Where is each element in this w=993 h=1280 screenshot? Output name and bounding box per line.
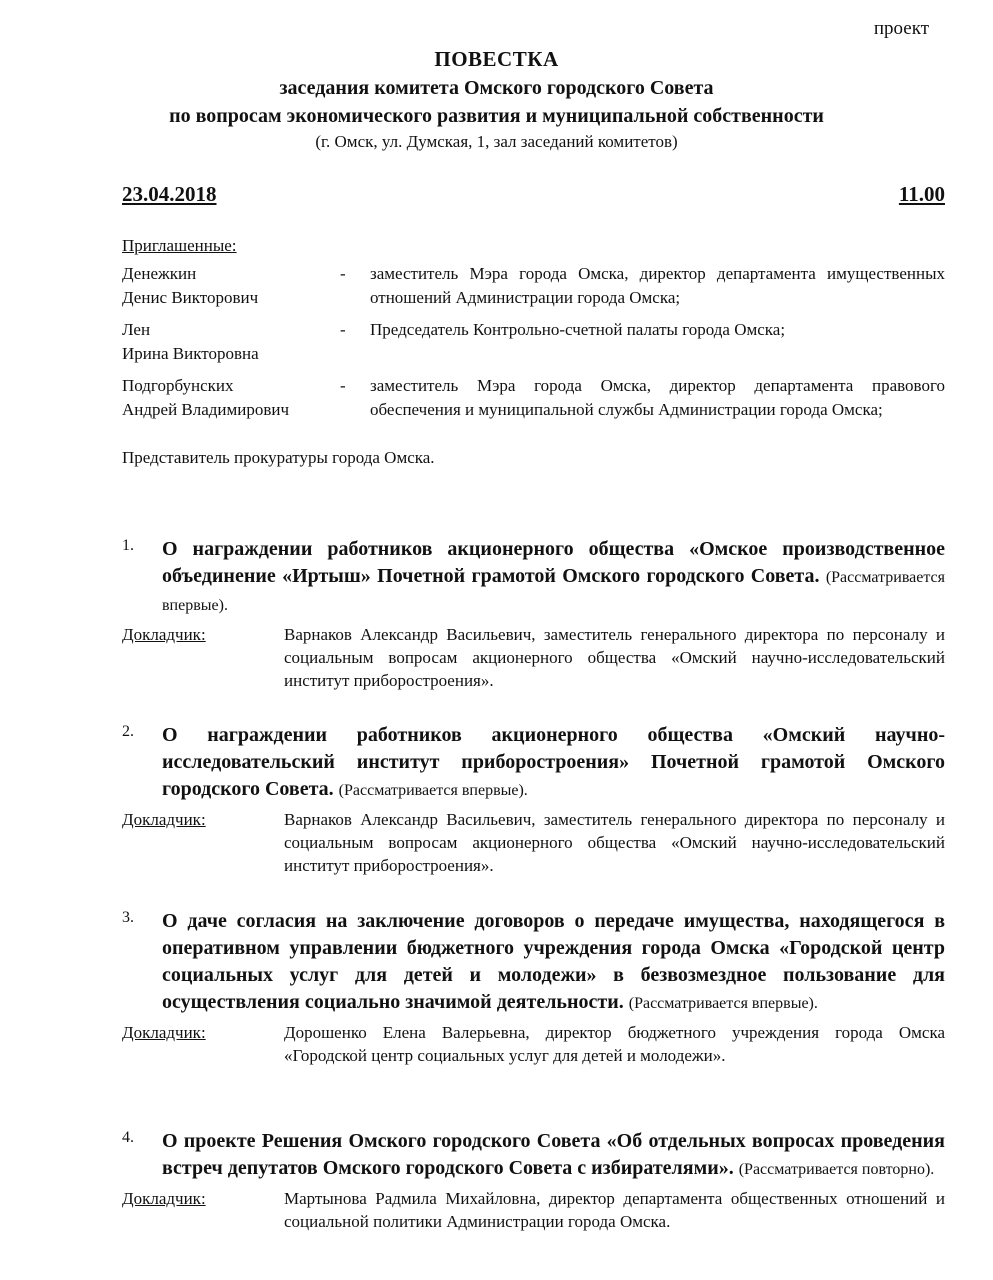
- agenda-item: [122, 908, 945, 1067]
- item-number: 3.: [122, 909, 134, 926]
- date-time-line: [122, 182, 945, 207]
- agenda-item: [122, 536, 945, 692]
- item-title: [162, 908, 945, 1017]
- speaker-label: Докладчик:: [122, 1189, 206, 1208]
- meeting-date: 23.04.2018: [122, 182, 217, 206]
- speaker-label: Докладчик:: [122, 1023, 206, 1042]
- item-title-text: О проекте Решения Омского городского Совета «Об отдельных вопросах проведения встреч депутатов Омского городского Совета с избирателями».: [162, 1130, 945, 1179]
- dash: -: [340, 320, 346, 339]
- draft-stamp: проект: [873, 18, 929, 39]
- item-title-text: О награждении работников акционерного общества «Омское производственное объединение «Иртыш» Почетной грамотой Омского городского Совета.: [162, 538, 945, 587]
- given-names: Ирина Викторовна: [122, 344, 259, 363]
- item-note: (Рассматривается впервые).: [628, 995, 818, 1012]
- speaker-block: [122, 1021, 945, 1067]
- document-title: ПОВЕСТКА: [434, 47, 559, 71]
- surname: Подгорбунских: [122, 376, 234, 395]
- item-note: (Рассматривается повторно).: [738, 1161, 935, 1178]
- item-number: 2.: [122, 723, 134, 740]
- invited-person: [122, 374, 945, 422]
- surname: Денежкин: [122, 264, 197, 283]
- invited-name: [122, 374, 340, 422]
- speaker-block: [122, 808, 945, 877]
- item-title: [162, 536, 945, 619]
- given-names: Денис Викторович: [122, 288, 259, 307]
- speaker-text: Мартынова Радмила Михайловна, директор департамента общественных отношений и социальной политики Администрации города Омска.: [284, 1189, 945, 1231]
- invited-name: [122, 318, 340, 366]
- invited-person: [122, 318, 945, 366]
- speaker-block: [122, 1187, 945, 1233]
- item-title: [162, 722, 945, 804]
- speaker-block: [122, 623, 945, 692]
- item-title-text: О даче согласия на заключение договоров о передаче имущества, находящегося в оперативном управлении бюджетного учреждения города Омска «Городской центр социальных услуг для детей и молодежи» в безвозмездное пользование для осуществления социально значимой деятельности.: [162, 910, 945, 1013]
- invited-role: Председатель Контрольно-счетной палаты города Омска;: [370, 320, 786, 339]
- committee-topic: по вопросам экономического развития и муниципальной собственности: [169, 105, 824, 127]
- item-number: 1.: [122, 537, 134, 554]
- speaker-label: Докладчик:: [122, 810, 206, 829]
- agenda-item: [122, 1128, 945, 1233]
- item-title-text: О награждении работников акционерного общества «Омский научно-исследовательский институт приборостроения» Почетной грамотой Омского городского Совета.: [162, 724, 945, 800]
- committee-line: заседания комитета Омского городского Совета: [279, 77, 714, 99]
- document-header: [0, 44, 993, 154]
- invited-list: [122, 262, 945, 430]
- invited-name: [122, 262, 340, 310]
- dash: -: [340, 264, 346, 283]
- invited-heading: Приглашенные:: [122, 236, 237, 255]
- invited-role: заместитель Мэра города Омска, директор департамента имущественных отношений Администрации города Омска;: [370, 264, 945, 307]
- agenda-item: [122, 722, 945, 877]
- item-note: (Рассматривается впервые).: [162, 569, 946, 614]
- invited-role: заместитель Мэра города Омска, директор департамента правового обеспечения и муниципальной службы Администрации города Омска;: [370, 376, 945, 419]
- item-note: (Рассматривается впервые).: [338, 782, 528, 799]
- item-number: 4.: [122, 1129, 134, 1146]
- meeting-address: (г. Омск, ул. Думская, 1, зал заседаний комитетов): [315, 132, 678, 151]
- invited-person: [122, 262, 945, 310]
- prosecutor-representative: Представитель прокуратуры города Омска.: [122, 448, 435, 467]
- speaker-label: Докладчик:: [122, 625, 206, 644]
- speaker-text: Варнаков Александр Васильевич, заместитель генерального директора по персоналу и социальным вопросам акционерного общества «Омский научно-исследовательский институт приборостроения».: [284, 625, 945, 690]
- dash: -: [340, 376, 346, 395]
- speaker-text: Дорошенко Елена Валерьевна, директор бюджетного учреждения города Омска «Городской центр социальных услуг для детей и молодежи».: [284, 1023, 945, 1065]
- meeting-time: 11.00: [898, 182, 945, 206]
- surname: Лен: [122, 320, 151, 339]
- item-title: [162, 1128, 945, 1183]
- given-names: Андрей Владимирович: [122, 400, 290, 419]
- speaker-text: Варнаков Александр Васильевич, заместитель генерального директора по персоналу и социальным вопросам акционерного общества «Омский научно-исследовательский институт приборостроения».: [284, 810, 945, 875]
